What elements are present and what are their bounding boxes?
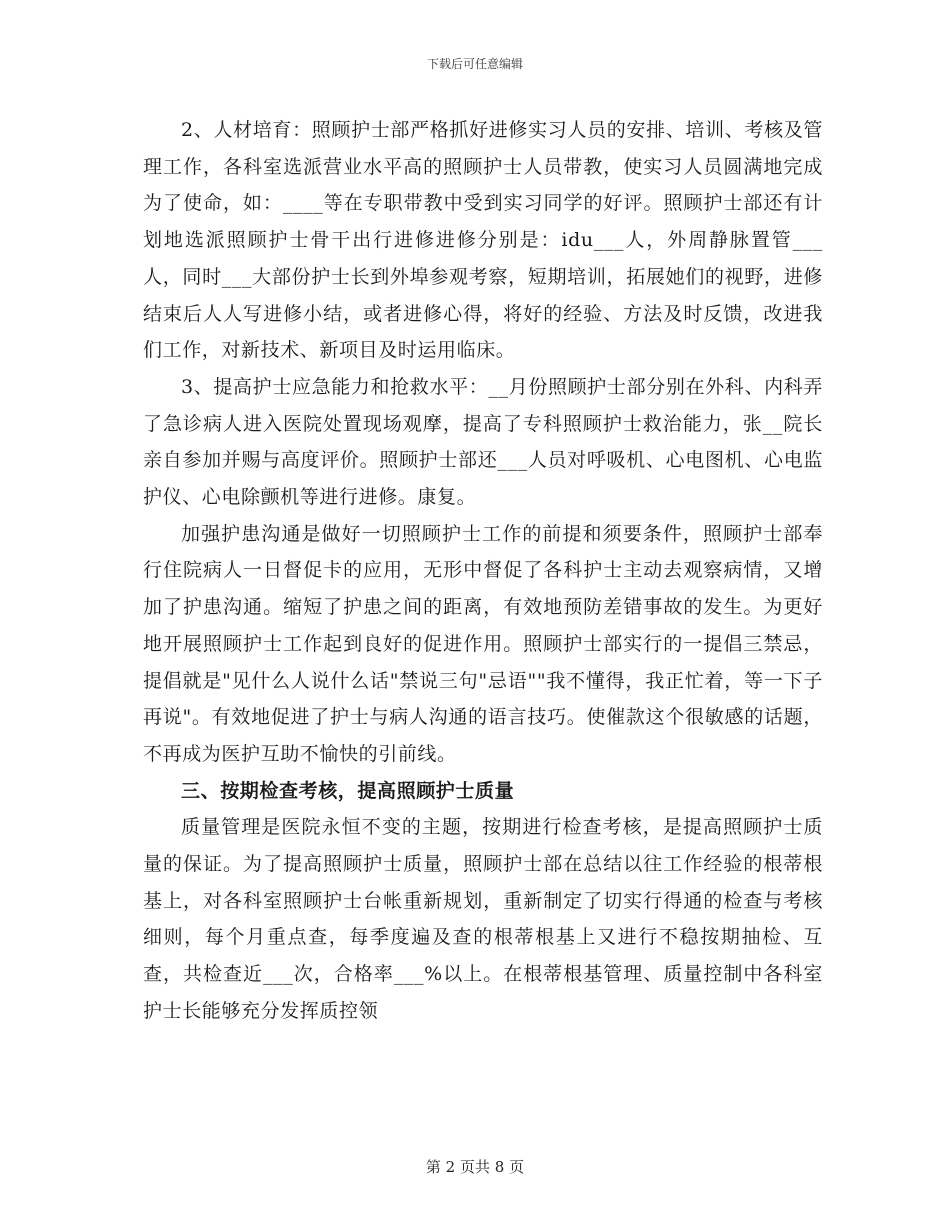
section-heading: 三、按期检查考核，提高照顾护士质量 (181, 779, 515, 802)
paragraph-talent-training: 2、人材培育：照顾护士部严格抓好进修实习人员的安排、培训、考核及管理工作，各科室选派营业水平高的照顾护士人员带教，使实习人员圆满地完成为了使命，如：____等在专职带教中受到实习同学的好评。照顾护士部还有计划地选派照顾护士骨干出行进修进修分别是：idu___人，外周静脉置管___人，同时___大部份护士长到外埠参观考察，短期培训，拓展她们的视野，进修结束后人人写进修小结，或者进修心得，将好的经验、方法及时反馈，改进我们工作，对新技术、新项目及时运用临床。 (143, 119, 823, 362)
page-footer: 第 2 页共 8 页 (425, 1158, 525, 1176)
page-header: 下载后可任意编辑 (426, 57, 523, 71)
paragraph-quality-management: 质量管理是医院永恒不变的主题，按期进行检查考核，是提高照顾护士质量的保证。为了提高照顾护士质量，照顾护士部在总结以往工作经验的根蒂根基上，对各科室照顾护士台帐重新规划，重新制定了切实行得通的检查与考核细则，每个月重点查，每季度遍及查的根蒂根基上又进行不稳按期抽检、互查，共检查近___次，合格率___%以上。在根蒂根基管理、质量控制中各科室护士长能够充分发挥质控领 (143, 816, 823, 1022)
paragraph-emergency-ability: 3、提高护士应急能力和抢救水平：__月份照顾护士部分别在外科、内科弄了急诊病人进入医院处置现场观摩，提高了专科照顾护士救治能力，张__院长亲自参加并赐与高度评价。照顾护士部还___人员对呼吸机、心电图机、心电监护仪、心电除颤机等进行进修。康复。 (143, 375, 823, 509)
paragraph-communication: 加强护患沟通是做好一切照顾护士工作的前提和须要条件，照顾护士部奉行住院病人一日督促卡的应用，无形中督促了各科护士主动去观察病情，又增加了护患沟通。缩短了护患之间的距离，有效地预防差错事故的发生。为更好地开展照顾护士工作起到良好的促进作用。照顾护士部实行的一提倡三禁忌，提倡就是"见什么人说什么话"禁说三句"忌语""我不懂得，我正忙着，等一下子再说"。有效地促进了护士与病人沟通的语言技巧。使催款这个很敏感的话题，不再成为医护互助不愉快的引前线。 (143, 522, 823, 765)
document-body (143, 112, 823, 1030)
